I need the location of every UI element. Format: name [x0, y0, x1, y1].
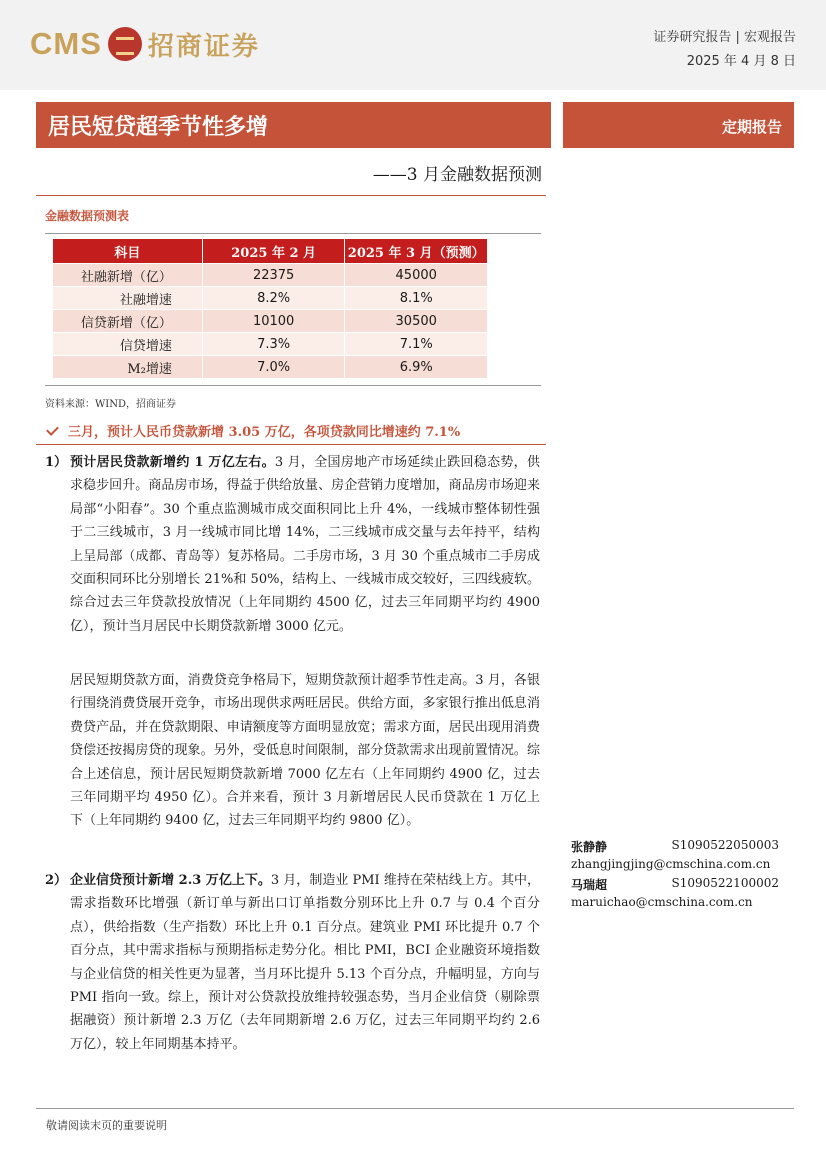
analyst-email[interactable]: maruichao@cmschina.com.cn — [571, 895, 753, 909]
section-1-paragraph-2: 居民短期贷款方面，消费贷竞争格局下，短期贷款预计超季节性走高。3 月，各银行围绕消费贷展开竞争，市场出现供求两旺居民。供给方面，多家银行推出低息消费贷产品，并在贷款期限、申请额度等方面明显放宽；需求方面，居民出现用消费贷偿还按揭房贷的现象。另外，受低息时间限制，部分贷款需求出现前置情况。综合上述信息，预计居民短期贷款新增 7000 亿左右（上年同期约 4900 亿，过去三年同期平均 4950 亿）。合并来看，预计 3 月新增居民人民币贷款在 1 万亿上下（上年同期约 9400 亿，过去三年同期平均约 9800 亿）。 — [70, 673, 540, 829]
row-label: 信贷新增（亿） — [53, 310, 203, 333]
forecast-table — [52, 238, 488, 379]
section-number: 2） — [45, 873, 68, 888]
page-title: 居民短贷超季节性多增 — [48, 115, 269, 140]
cell-feb: 10100 — [202, 310, 345, 333]
cell-mar: 8.1% — [345, 287, 488, 310]
col-header-mar: 2025 年 3 月（预测） — [345, 239, 488, 264]
report-type: 证券研究报告 | 宏观报告 — [653, 30, 796, 45]
row-label: M₂增速 — [53, 356, 203, 379]
cell-feb: 22375 — [202, 264, 345, 287]
section-2-lead: 企业信贷预计新增 2.3 万亿上下。 — [70, 873, 271, 888]
table-row — [53, 333, 488, 356]
section-2-text: 3 月，制造业 PMI 维持在荣枯线上方。其中，需求指数环比增强（新订单与新出口订单指数分别环比上升 0.7 与 0.4 个百分点），供给指数（生产指数）环比上升 0.1 百分点。建筑业 PMI 环比提升 0.7 个百分点，其中需求指标与预期指标走势分化。相比 PMI，BCI 企业融资环境指数与企业信贷的相关性更为显著，当月环比提升 5.13 个百分点，升幅明显，方向与 PMI 指向一致。综上，预计对公贷款投放维持较强态势，当月企业信贷（剔除票据融资）预计新增 2.3 万亿（去年同期新增 2.6 万亿，过去三年同期平均约 2.6 万亿），较上年同期基本持平。 — [70, 873, 540, 1052]
logo-cn-text: 招商证券 — [147, 31, 260, 62]
side-label: 定期报告 — [721, 118, 782, 136]
table-bottom-rule — [45, 385, 541, 386]
table-row — [53, 356, 488, 379]
cell-feb: 8.2% — [202, 287, 345, 310]
cell-mar: 7.1% — [345, 333, 488, 356]
section-number: 1） — [45, 455, 68, 470]
company-logo — [30, 22, 260, 66]
col-header-item: 科目 — [53, 239, 203, 264]
table-title: 金融数据预测表 — [45, 209, 130, 223]
title-divider — [36, 195, 546, 196]
section-1-lead: 预计居民贷款新增约 1 万亿左右。 — [70, 455, 275, 470]
col-header-feb: 2025 年 2 月 — [202, 239, 345, 264]
analyst-code: S1090522100002 — [671, 876, 779, 890]
cell-mar: 30500 — [345, 310, 488, 333]
logo-cms-text: CMS — [30, 26, 102, 61]
analyst-2 — [571, 876, 779, 893]
logo-badge-icon — [108, 27, 142, 61]
analyst-email[interactable]: zhangjingjing@cmschina.com.cn — [571, 857, 771, 871]
section-1-text: 3 月，全国房地产市场延续止跌回稳态势，供求稳步回升。商品房市场，得益于供给放量、房企营销力度增加，商品房市场迎来局部“小阳春”。30 个重点监测城市成交面积同比上升 4%，一线城市整体韧性强于二三线城市，3 月一线城市同比增 14%，二三线城市成交量与去年持平，结构上呈局部（成都、青岛等）复苏格局。二手房市场，3 月 30 个重点城市二手房成交面积同环比分别增长 21%和 50%，结构上、一线城市成交较好，三四线疲软。综合过去三年贷款投放情况（上年同期约 4500 亿，过去三年同期平均约 4900 亿），预计当月居民中长期贷款新增 3000 亿元。 — [70, 455, 540, 634]
cell-mar: 45000 — [345, 264, 488, 287]
table-top-rule — [45, 233, 541, 234]
table-row — [53, 264, 488, 287]
analyst-code: S1090522050003 — [671, 838, 779, 852]
analyst-1 — [571, 838, 779, 855]
table-row — [53, 310, 488, 333]
report-date: 2025 年 4 月 8 日 — [686, 54, 796, 69]
analyst-name: 马瑞超 — [571, 878, 608, 892]
key-headline — [45, 421, 460, 440]
page-subtitle: ——3 月金融数据预测 — [372, 165, 542, 185]
row-label: 社融增速 — [53, 287, 203, 310]
section-1-paragraph — [70, 451, 540, 638]
title-bar — [36, 102, 551, 148]
footer-note: 敬请阅读末页的重要说明 — [46, 1119, 167, 1132]
cell-feb: 7.3% — [202, 333, 345, 356]
checkmark-icon — [46, 423, 59, 436]
section-2-paragraph — [70, 869, 540, 1056]
row-label: 信贷增速 — [53, 333, 203, 356]
side-label-bar — [563, 102, 794, 148]
cell-mar: 6.9% — [345, 356, 488, 379]
analyst-name: 张静静 — [571, 840, 608, 854]
footer-divider — [36, 1108, 794, 1109]
table-header-row — [53, 239, 488, 264]
cell-feb: 7.0% — [202, 356, 345, 379]
table-row — [53, 287, 488, 310]
row-label: 社融新增（亿） — [53, 264, 203, 287]
headline-text: 三月，预计人民币贷款新增 3.05 万亿，各项贷款同比增速约 7.1% — [68, 425, 461, 440]
table-source: 资料来源：WIND，招商证券 — [45, 399, 176, 410]
headline-divider — [36, 444, 546, 445]
